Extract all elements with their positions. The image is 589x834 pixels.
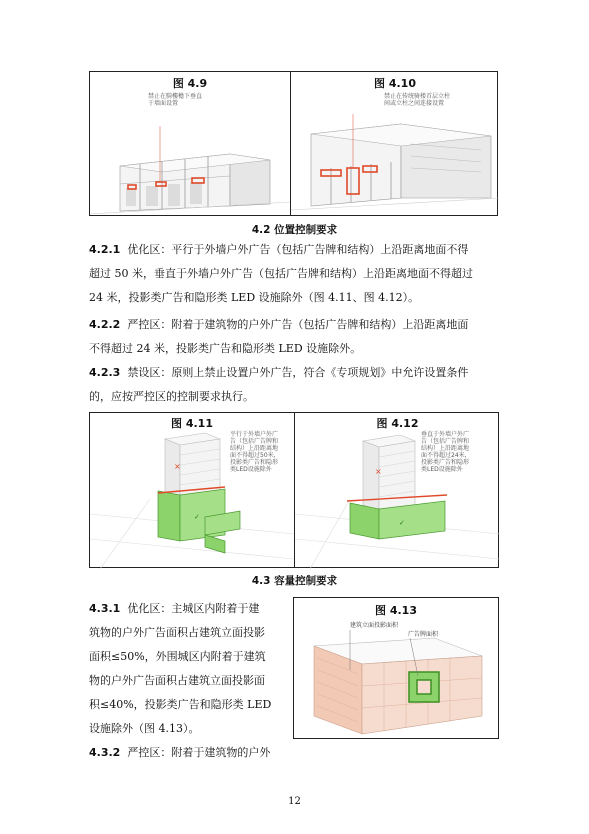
note-line: 禁止在传统骑楼首层立柱 xyxy=(384,93,451,100)
figure-caption: 图 4.13 xyxy=(375,604,417,617)
note-line: 类LED设施除外 xyxy=(230,466,272,473)
note-line: 类LED设施除外 xyxy=(421,466,463,473)
tower-vertical-ad-illustration xyxy=(295,429,500,569)
figure-4-11 xyxy=(90,413,294,569)
figure-caption: 图 4.10 xyxy=(374,77,416,90)
figure-4-12 xyxy=(295,413,500,569)
line-text: 禁设区：原则上禁止设置户外广告，符合《专项规划》中允许设置条件 xyxy=(127,366,469,379)
text-line: 的，应按严控区的控制要求执行。 xyxy=(89,390,254,403)
figure-note xyxy=(148,93,202,107)
text-line: 积≤40%，投影类广告和隐形类 LED xyxy=(89,698,272,711)
svg-text:×: × xyxy=(174,462,181,471)
section-heading-4-2: 4.2 位置控制要求 xyxy=(251,224,338,236)
paragraph-4-2-1 xyxy=(89,238,499,310)
line-text: 严控区：附着于建筑物的户外 xyxy=(127,746,271,759)
text-line xyxy=(89,313,499,337)
figure-4-13 xyxy=(293,597,499,739)
text-line: 筑物的户外广告面积占建筑立面投影 xyxy=(89,626,265,639)
svg-text:✓: ✓ xyxy=(194,513,200,521)
clause-number: 4.2.2 xyxy=(89,318,121,331)
note-line: 平行于外墙户外广 xyxy=(230,431,279,438)
clause-number: 4.2.1 xyxy=(89,243,121,256)
text-line: 超过 50 米，垂直于外墙户外广告（包括广告牌和结构）上沿距离地面不得超过 xyxy=(89,267,473,280)
figure-caption: 图 4.11 xyxy=(171,417,213,430)
line-text: 优化区：平行于外墙户外广告（包括广告牌和结构）上沿距离地面不得 xyxy=(127,243,469,256)
svg-text:×: × xyxy=(375,467,382,476)
clause-number: 4.3.2 xyxy=(89,746,121,759)
figure-row-top xyxy=(89,71,498,216)
clause-number: 4.3.1 xyxy=(89,602,121,615)
clause-number: 4.2.3 xyxy=(89,366,121,379)
facade-area-label: 建筑立面投影面积 xyxy=(350,622,399,629)
figure-caption: 图 4.9 xyxy=(172,77,208,90)
note-line: 结构）上沿距离地 xyxy=(421,445,470,452)
note-line: 间或立柱之间连接设置 xyxy=(384,100,445,107)
note-line: 投影类广告和隐形 xyxy=(421,459,470,466)
figure-row-middle xyxy=(89,412,499,568)
paragraph-4-2-2 xyxy=(89,313,499,361)
note-line: 面不得超过24米， xyxy=(421,452,471,459)
svg-text:✓: ✓ xyxy=(399,519,405,527)
note-line: 告（包括广告牌和 xyxy=(230,438,279,445)
figure-note xyxy=(384,93,450,107)
text-line: 面积≤50%，外围城区内附着于建筑 xyxy=(89,650,266,663)
section-heading-4-3: 4.3 容量控制要求 xyxy=(251,575,338,587)
figure-4-9 xyxy=(90,72,290,217)
paragraph-4-2-3 xyxy=(89,361,499,409)
note-line: 投影类广告和隐形 xyxy=(230,459,279,466)
arcade-building-illustration xyxy=(90,106,290,216)
ad-area-label: 广告牌面积 xyxy=(408,631,439,638)
paragraph-4-3-1 xyxy=(89,597,289,741)
text-line xyxy=(89,597,289,621)
text-line xyxy=(89,741,289,765)
note-line: 结构）上沿距离地 xyxy=(230,445,279,452)
text-line: 设施除外（图 4.13）。 xyxy=(89,722,200,735)
text-line xyxy=(89,238,499,262)
note-line: 于墙面设置 xyxy=(148,100,179,107)
figure-caption: 图 4.12 xyxy=(376,417,419,430)
text-line: 物的户外广告面积占建筑立面投影面 xyxy=(89,674,265,687)
note-line: 面不得超过50米， xyxy=(230,452,280,459)
text-line xyxy=(89,361,499,385)
traditional-arcade-illustration xyxy=(291,106,499,216)
tower-parallel-ad-illustration xyxy=(90,429,294,569)
text-line: 24 米，投影类广告和隐形类 LED 设施除外（图 4.11、图 4.12）。 xyxy=(89,291,420,304)
line-text: 优化区：主城区内附着于建 xyxy=(127,602,260,615)
figure-4-10 xyxy=(291,72,499,217)
note-line: 告（包括广告牌和 xyxy=(421,438,470,445)
facade-area-illustration xyxy=(294,616,500,740)
page-number: 12 xyxy=(288,796,301,807)
note-line: 垂直于外墙户外广 xyxy=(421,431,470,438)
text-line: 不得超过 24 米，投影类广告和隐形类 LED 设施除外。 xyxy=(89,342,362,355)
line-text: 严控区：附着于建筑物的户外广告（包括广告牌和结构）上沿距离地面 xyxy=(127,318,469,331)
note-line: 禁止在騎樓檐下垂直 xyxy=(148,93,203,100)
paragraph-4-3-2 xyxy=(89,741,289,765)
